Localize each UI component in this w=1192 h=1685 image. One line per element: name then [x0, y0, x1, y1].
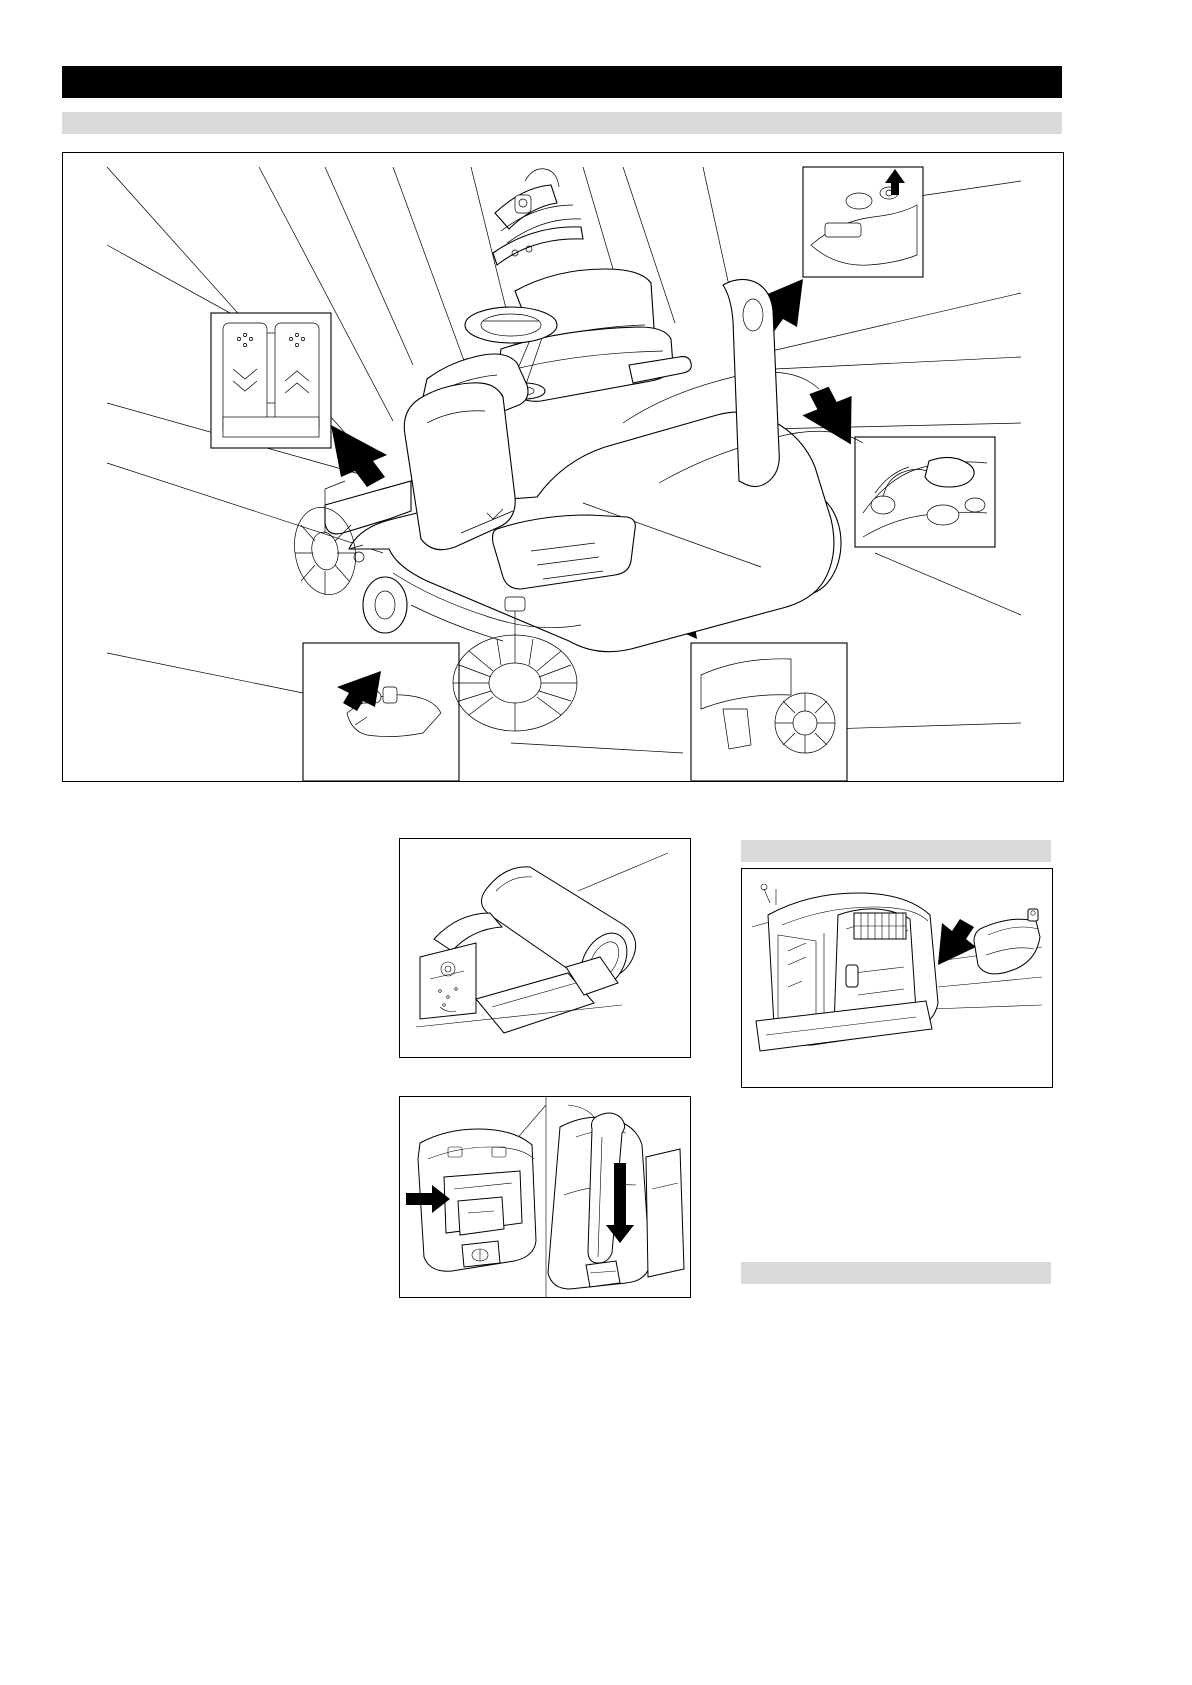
exhaust-filter-figure — [399, 838, 691, 1058]
callout-arrow-icon — [938, 919, 976, 965]
right-section-heading-bar-bottom — [741, 1262, 1051, 1284]
steering-wheel — [465, 307, 557, 343]
waste-container-figure — [399, 1096, 691, 1298]
cabin-door-figure — [741, 868, 1053, 1088]
machine-overview-illustration — [63, 153, 1063, 781]
exhaust-filter-illustration — [400, 839, 690, 1057]
hopper-open-view — [406, 1129, 536, 1271]
page-title-bar — [62, 66, 1062, 98]
tank-cap-detail-inset — [751, 167, 923, 333]
callout-arrow-icon — [331, 425, 387, 487]
machine-overview-figure — [62, 152, 1064, 782]
front-wheel — [363, 577, 407, 633]
cabin-door-illustration — [742, 869, 1052, 1087]
section-subheading-bar — [62, 112, 1062, 134]
right-section-heading-bar-top — [741, 840, 1051, 862]
suction-bar-detail-inset — [303, 643, 459, 781]
cabin-shell — [756, 884, 938, 1051]
cabin-filter-part — [974, 909, 1040, 974]
waste-container-illustration — [400, 1097, 690, 1297]
callout-arrow-icon — [799, 384, 858, 445]
pedal-detail-inset — [211, 313, 387, 487]
suction-hose-view — [548, 1105, 684, 1289]
